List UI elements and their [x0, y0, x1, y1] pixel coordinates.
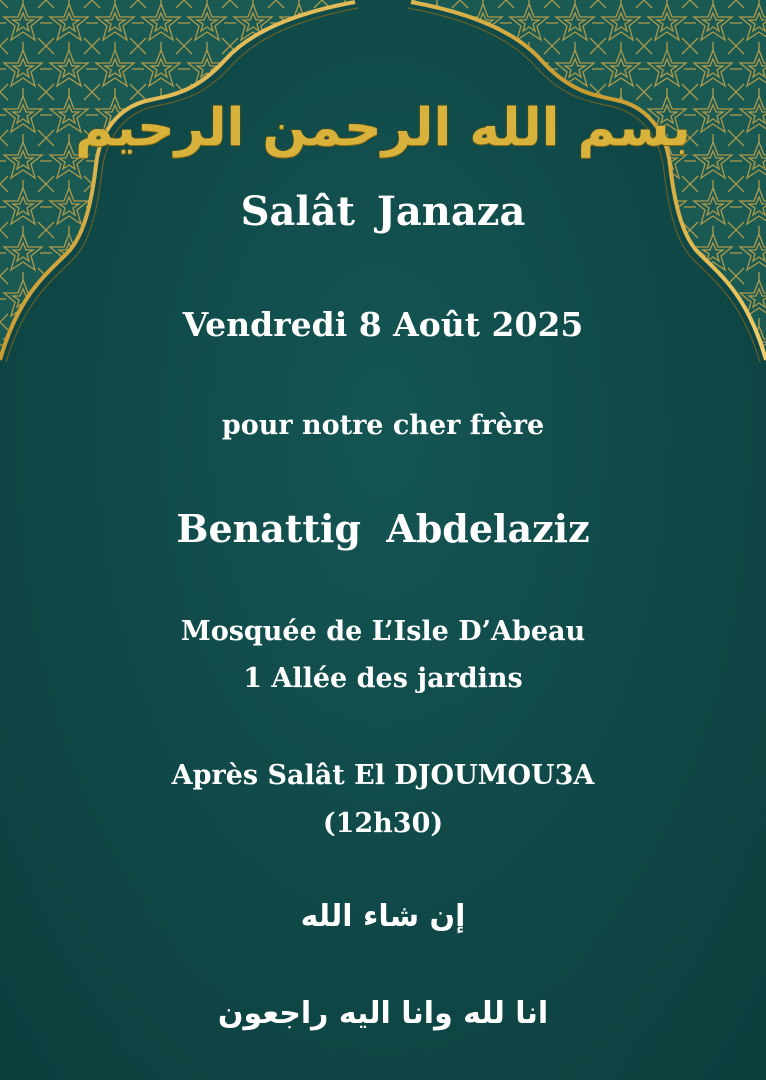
page-title: Salât Janaza — [240, 188, 526, 235]
event-date: Vendredi 8 Août 2025 — [182, 305, 584, 344]
intro-text: pour notre cher frère — [221, 410, 545, 441]
innalillah-text: انا لله وانا اليه راجعون — [217, 996, 549, 1031]
basmala-calligraphy: بسم الله الرحمن الرحيم — [75, 98, 691, 158]
venue-name: Mosquée de L’Isle D’Abeau — [180, 616, 586, 647]
venue-address: 1 Allée des jardins — [243, 663, 523, 694]
prayer-time-description: Après Salât El DJOUMOU3A — [171, 760, 595, 791]
deceased-name: Benattig Abdelaziz — [176, 506, 590, 551]
prayer-time: (12h30) — [322, 808, 444, 839]
inshallah-text: إن شاء الله — [300, 899, 466, 934]
